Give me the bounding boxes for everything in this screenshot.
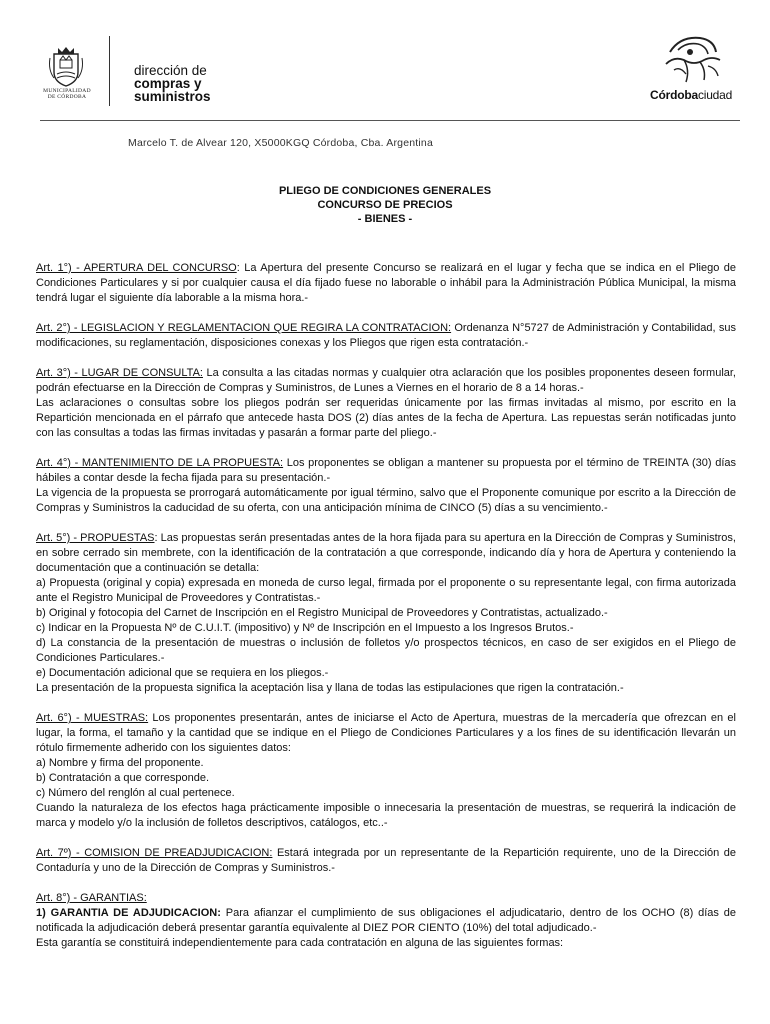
article-7-heading: Art. 7º) - COMISION DE PREADJUDICACION: (36, 847, 273, 859)
article-6-closing: Cuando la naturaleza de los efectos haga prácticamente imposible o innecesaria la presentación de muestras, se requerirá la indicación de marca y modelo y/o la inclusión de folletos descriptivos, catálogos, etc..- (36, 802, 736, 829)
article-8-heading-line (36, 891, 736, 906)
article-2-paragraph (36, 321, 736, 351)
article-5-item-e: e) Documentación adicional que se requiera en los pliegos.- (36, 667, 329, 679)
article-3-text: La consulta a las citadas normas y cualquier otra aclaración que los posibles proponentes deseen formular, podrán efectuarse en la Dirección de Compras y Suministros, de Lunes a Viernes en el horario de 8 a 14 horas.- (36, 367, 736, 394)
article-6-item-b: b) Contratación a que corresponde. (36, 772, 210, 784)
title-line-3: - BIENES - (357, 213, 413, 225)
article-5-item-c: c) Indicar en la Propuesta Nº de C.U.I.T. (impositivo) y Nº de Inscripción en el Impuesto a los Ingresos Brutos.- (36, 622, 574, 634)
address-line: Marcelo T. de Alvear 120, X5000KGQ Córdoba, Cba. Argentina (128, 137, 433, 149)
brand-bold: Córdoba (650, 88, 698, 102)
article-2 (36, 321, 736, 351)
article-1-heading: Art. 1°) - APERTURA DEL CONCURSO (36, 262, 237, 274)
article-3-paragraph (36, 366, 736, 396)
article-5-heading: Art. 5°) - PROPUESTAS (36, 532, 155, 544)
article-2-text: Ordenanza N°5727 de Administración y Contabilidad, sus modificaciones, su reglamentación, disposiciones conexas y los Pliegos que rigen esta contratación.- (36, 322, 736, 349)
article-5-item-d: d) La constancia de la presentación de muestras o inclusión de folletos y/o prospectos técnicos, en caso de ser exigidos en el Pliego de Condiciones Particulares.- (36, 637, 736, 664)
article-4-text: Los proponentes se obligan a mantener su propuesta por el término de TREINTA (30) días hábiles a contar desde la fecha fijada para su presentación.- (36, 457, 736, 484)
article-4 (36, 456, 736, 516)
article-1-text: : La Apertura del presente Concurso se realizará en el lugar y fecha que se indica en el Pliego de Condiciones Particulares y si por cualquier causa el día fijado fuese no laborable o inhábil para la Administración Pública Municipal, la misma tendrá lugar el siguiente día laborable a la misma hora.- (36, 262, 736, 304)
article-8 (36, 891, 736, 951)
crest-icon (46, 44, 86, 88)
cordoba-ciudad-logo (648, 30, 738, 104)
article-3-heading: Art. 3°) - LUGAR DE CONSULTA: (36, 367, 203, 379)
crest-label-2: DE CÓRDOBA (47, 94, 87, 100)
article-6-item-c: c) Número del renglón al cual pertenece. (36, 787, 235, 799)
article-6-paragraph (36, 711, 736, 756)
article-6 (36, 711, 736, 831)
document-body (36, 261, 736, 966)
article-8-sub-text: Para afianzar el cumplimiento de sus obligaciones el adjudicatario, dentro de los OCHO (8) días de notificada la adjudicación deberá presentar garantía equivalente al DIEZ POR CIENTO (10%) del total adjudicado.- (36, 907, 736, 934)
cordoba-ciudad-emblem-icon (660, 30, 724, 86)
article-7-text: Estará integrada por un representante de la Repartición requirente, uno de la Dirección de Contaduría y uno de la Dirección de Compras y Suministros.- (36, 847, 736, 874)
brand-light: ciudad (697, 88, 733, 102)
article-5-item-a: a) Propuesta (original y copia) expresada en moneda de curso legal, firmada por el proponente o su representante legal, con firma autorizada ante el Registro Municipal de Proveedores y Contratistas.- (36, 577, 736, 604)
article-4-paragraph-2: La vigencia de la propuesta se prorrogará automáticamente por igual término, salvo que el Proponente comunique por escrito a la Dirección de Compras y Suministros la caducidad de su oferta, con una anticipación mínima de CINCO (5) días a su vencimiento.- (36, 487, 736, 514)
article-4-paragraph (36, 456, 736, 486)
article-3-paragraph-2: Las aclaraciones o consultas sobre los pliegos podrán ser requeridas únicamente por las firmas invitadas al mismo, por escrito en la Repartición mencionada en el párrafo que antecede hasta DOS (2) días antes de la fecha de Apertura. Las repuestas serán notificadas junto con las consultas a todas las firmas invitadas y pasarán a formar parte del pliego.- (36, 397, 736, 439)
article-6-text: Los proponentes presentarán, antes de iniciarse el Acto de Apertura, muestras de la mercadería que ofrezcan en el lugar, la forma, el tamaño y la cantidad que se indique en el Pliego de Condiciones Particulares y a los fines de su identificación llevarán un rótulo firmemente adherido con los siguientes datos: (36, 712, 736, 754)
department-name (134, 64, 211, 103)
article-8-closing: Esta garantía se constituirá independientemente para cada contratación en alguna de las siguientes formas: (36, 937, 564, 949)
header-divider (109, 36, 110, 106)
article-5-closing: La presentación de la propuesta significa la aceptación lisa y llana de todas las estipulaciones que rigen la contratación.- (36, 682, 624, 694)
article-8-guarantee-paragraph (36, 906, 736, 936)
article-4-heading: Art. 4°) - MANTENIMIENTO DE LA PROPUESTA: (36, 457, 284, 469)
article-8-sub-heading: 1) GARANTIA DE ADJUDICACION: (36, 907, 221, 919)
article-8-heading: Art. 8°) - GARANTIAS: (36, 892, 147, 904)
article-3 (36, 366, 736, 441)
dept-line-2: compras y (134, 76, 202, 91)
dept-line-3: suministros (134, 89, 211, 104)
title-line-2: CONCURSO DE PRECIOS (317, 199, 453, 211)
dept-line-1: dirección de (134, 63, 207, 78)
article-5-paragraph (36, 531, 736, 576)
header-rule (40, 120, 740, 121)
document-title (0, 184, 770, 226)
article-5-text: : Las propuestas serán presentadas antes de la hora fijada para su apertura en la Dirección de Compras y Suministros, en sobre cerrado sin membrete, con la identificación de la contratación a que corresponde, indicando día y hora de Apertura y conteniendo la documentación que a continuación se detalla: (36, 532, 736, 574)
crest-label-1: MUNICIPALIDAD (43, 88, 91, 94)
article-6-heading: Art. 6°) - MUESTRAS: (36, 712, 149, 724)
article-7-paragraph (36, 846, 736, 876)
cordoba-ciudad-wordmark (650, 88, 732, 102)
article-5-item-b: b) Original y fotocopia del Carnet de Inscripción en el Registro Municipal de Proveedores y Contratistas, actualizado.- (36, 607, 608, 619)
article-7 (36, 846, 736, 876)
municipal-crest (40, 44, 94, 104)
article-6-item-a: a) Nombre y firma del proponente. (36, 757, 204, 769)
article-2-heading: Art. 2°) - LEGISLACION Y REGLAMENTACION QUE REGIRA LA CONTRATACION: (36, 322, 452, 334)
letterhead (0, 0, 770, 120)
article-1 (36, 261, 736, 306)
title-line-1: PLIEGO DE CONDICIONES GENERALES (278, 185, 492, 197)
article-1-paragraph (36, 261, 736, 306)
article-5 (36, 531, 736, 696)
